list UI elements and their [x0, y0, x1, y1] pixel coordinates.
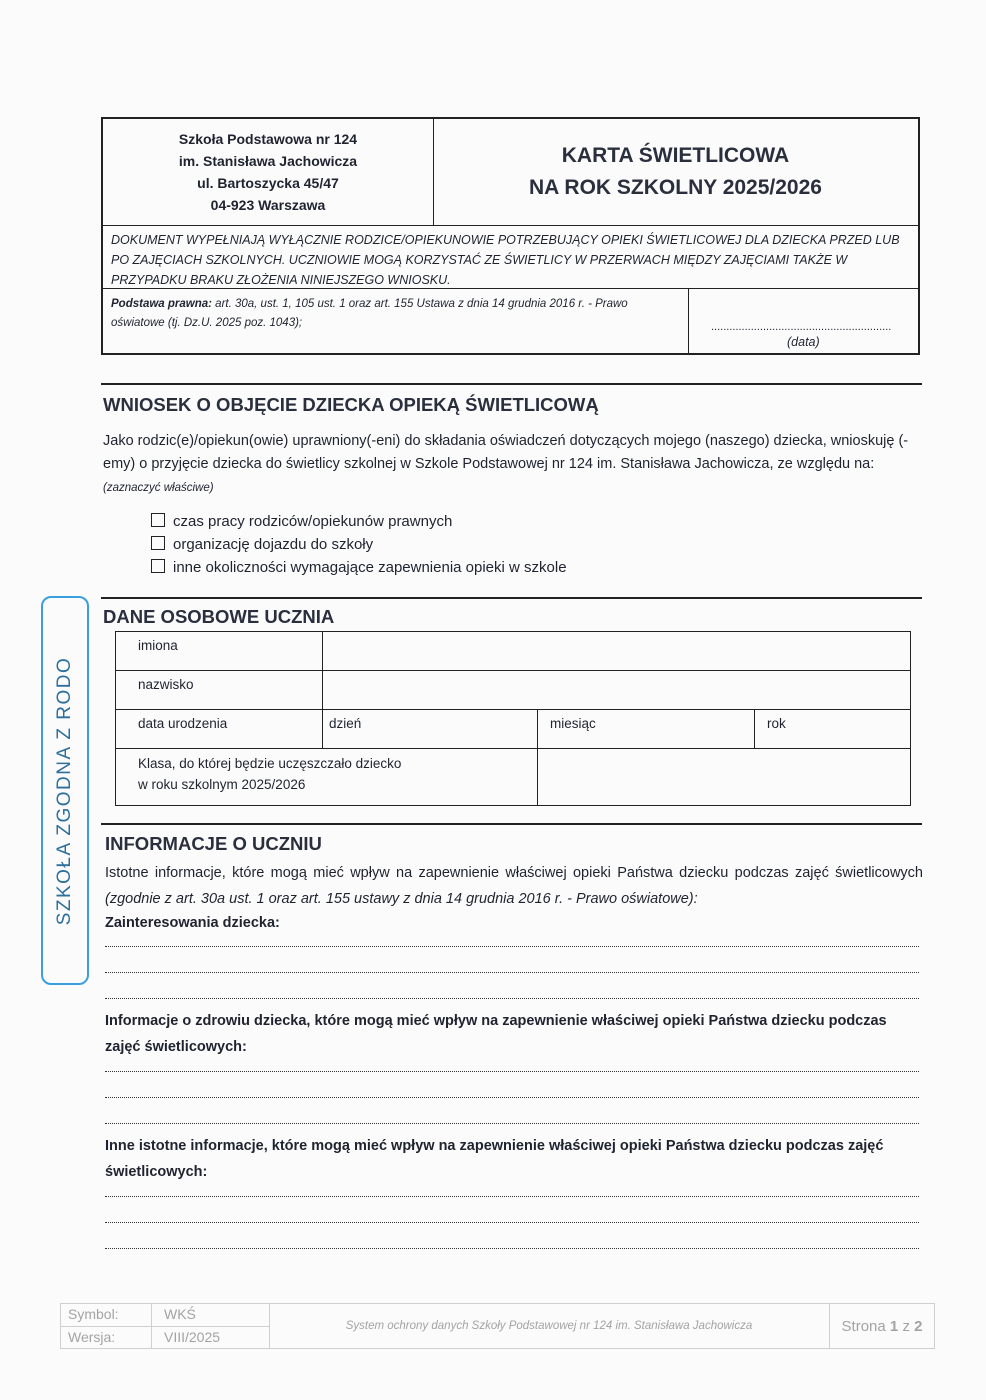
date-dots: ...........................................................	[711, 321, 892, 333]
class-field[interactable]	[538, 749, 911, 806]
option-label: inne okoliczności wymagające zapewnienia opieki w szkole	[173, 559, 567, 576]
personal-data-table	[115, 631, 911, 806]
section-divider	[101, 597, 922, 599]
interests-line-3[interactable]	[105, 998, 919, 999]
personal-title: DANE OSOBOWE UCZNIA	[103, 606, 335, 627]
school-address	[103, 119, 434, 225]
other-line-3[interactable]	[105, 1248, 919, 1249]
other-line-1[interactable]	[105, 1196, 919, 1197]
surname-field[interactable]	[323, 671, 911, 710]
title-line-1: KARTA ŚWIETLICOWA	[561, 144, 790, 167]
class-label-line-2: w roku szkolnym 2025/2026	[138, 777, 306, 792]
info-intro-text: Istotne informacje, które mogą mieć wpływ na zapewnienie właściwej opieki Państwa dziecku podczas zajęć świetlicowych	[105, 865, 923, 881]
checkbox[interactable]	[151, 536, 165, 550]
page-current: 1	[889, 1317, 899, 1335]
class-label	[116, 749, 538, 806]
school-street: ul. Bartoszycka 45/47	[197, 175, 339, 191]
info-title: INFORMACJE O UCZNIU	[105, 833, 322, 854]
version-label: Wersja:	[68, 1329, 116, 1345]
legal-text: art. 30a, ust. 1, 105 ust. 1 oraz art. 155 Ustawa z dnia 14 grudnia 2016 r. - Prawo oświatowe (tj. Dz.U. 2025 poz. 1043);	[111, 298, 628, 329]
interests-question: Zainteresowania dziecka:	[105, 915, 280, 931]
health-line-3[interactable]	[105, 1123, 919, 1124]
birth-day-field[interactable]: dzień	[323, 710, 538, 749]
school-name: Szkoła Podstawowa nr 124	[178, 131, 358, 147]
legal-label: Podstawa prawna:	[111, 298, 212, 310]
rodo-stamp-text: SZKOŁA ZGODNA Z RODO	[54, 656, 75, 925]
option-work-time[interactable]	[151, 510, 567, 533]
birth-date-label: data urodzenia	[116, 710, 323, 749]
interests-line-1[interactable]	[105, 946, 919, 947]
birth-year-field[interactable]: rok	[755, 710, 911, 749]
header-box	[101, 117, 920, 355]
page-total: 2	[914, 1317, 923, 1335]
reason-options	[151, 510, 567, 579]
section-divider	[101, 823, 922, 825]
notice-text: DOKUMENT WYPEŁNIAJĄ WYŁĄCZNIE RODZICE/OPIEKUNOWIE POTRZEBUJĄCY OPIEKI ŚWIETLICOWEJ DLA DZIECKA PRZED LUB PO ZAJĘCIACH SZKOLNYCH. UCZNIOWIE MOGĄ KORZYSTAĆ ZE ŚWIETLICY W PRZERWACH MIĘDZY ZAJĘCIAMI TAKŻE W PRZYPADKU BRAKU ZŁOŻENIA NINIEJSZEGO WNIOSKU.	[103, 225, 918, 289]
rodo-stamp	[41, 596, 89, 985]
surname-label: nazwisko	[116, 671, 323, 710]
option-other[interactable]	[151, 556, 567, 579]
symbol-value: WKŚ	[164, 1306, 196, 1322]
date-field[interactable]	[689, 289, 918, 353]
footer	[60, 1303, 935, 1349]
version-value: VIII/2025	[164, 1329, 221, 1345]
request-body	[103, 430, 923, 500]
first-names-label: imiona	[116, 632, 323, 671]
footer-meta	[61, 1304, 270, 1348]
health-question: Informacje o zdrowiu dziecka, które mogą mieć wpływ na zapewnienie właściwej opieki Państwa dziecku podczas zajęć świetlicowych:	[105, 1013, 887, 1055]
option-label: organizację dojazdu do szkoły	[173, 536, 374, 553]
interests-line-2[interactable]	[105, 972, 919, 973]
checkbox[interactable]	[151, 559, 165, 573]
health-line-1[interactable]	[105, 1071, 919, 1072]
title-line-2: NA ROK SZKOLNY 2025/2026	[529, 176, 822, 199]
date-label: (data)	[787, 335, 820, 349]
birth-month-field[interactable]: miesiąc	[538, 710, 755, 749]
option-label: czas pracy rodziców/opiekunów prawnych	[173, 513, 453, 530]
school-patron: im. Stanisława Jachowicza	[178, 153, 358, 169]
symbol-label: Symbol:	[68, 1306, 119, 1322]
document-title	[433, 119, 918, 225]
footer-system: System ochrony danych Szkoły Podstawowej nr 124 im. Stanisława Jachowicza	[345, 1320, 753, 1332]
request-body-text: Jako rodzic(e)/opiekun(owie) uprawniony(-eni) do składania oświadczeń dotyczących mojego (naszego) dziecka, wnioskuję (-emy) o przyjęcie dziecka do świetlicy szkolnej w Szkole Podstawowej nr 124 im. Stanisława Jachowicza, ze względu na:	[103, 433, 909, 472]
page-number	[829, 1304, 934, 1348]
section-divider	[101, 383, 922, 385]
checkbox[interactable]	[151, 513, 165, 527]
page-prefix: Strona	[841, 1317, 886, 1335]
first-names-field[interactable]	[323, 632, 911, 671]
other-line-2[interactable]	[105, 1222, 919, 1223]
health-line-2[interactable]	[105, 1097, 919, 1098]
option-commute[interactable]	[151, 533, 567, 556]
class-label-line-1: Klasa, do której będzie uczęszczało dziecko	[138, 756, 402, 771]
request-title: WNIOSEK O OBJĘCIE DZIECKA OPIEKĄ ŚWIETLICOWĄ	[103, 394, 599, 415]
info-intro	[105, 860, 923, 912]
page-sep: z	[902, 1317, 910, 1335]
info-intro-italic: (zgodnie z art. 30a ust. 1 oraz art. 155 ustawy z dnia 14 grudnia 2016 r. - Prawo oświatowe):	[105, 891, 698, 907]
request-hint: (zaznaczyć właściwe)	[103, 482, 214, 494]
school-city: 04-923 Warszawa	[210, 197, 326, 213]
other-question: Inne istotne informacje, które mogą mieć wpływ na zapewnienie właściwej opieki Państwa dziecku podczas zajęć świetlicowych:	[105, 1138, 884, 1180]
legal-basis	[103, 289, 689, 353]
